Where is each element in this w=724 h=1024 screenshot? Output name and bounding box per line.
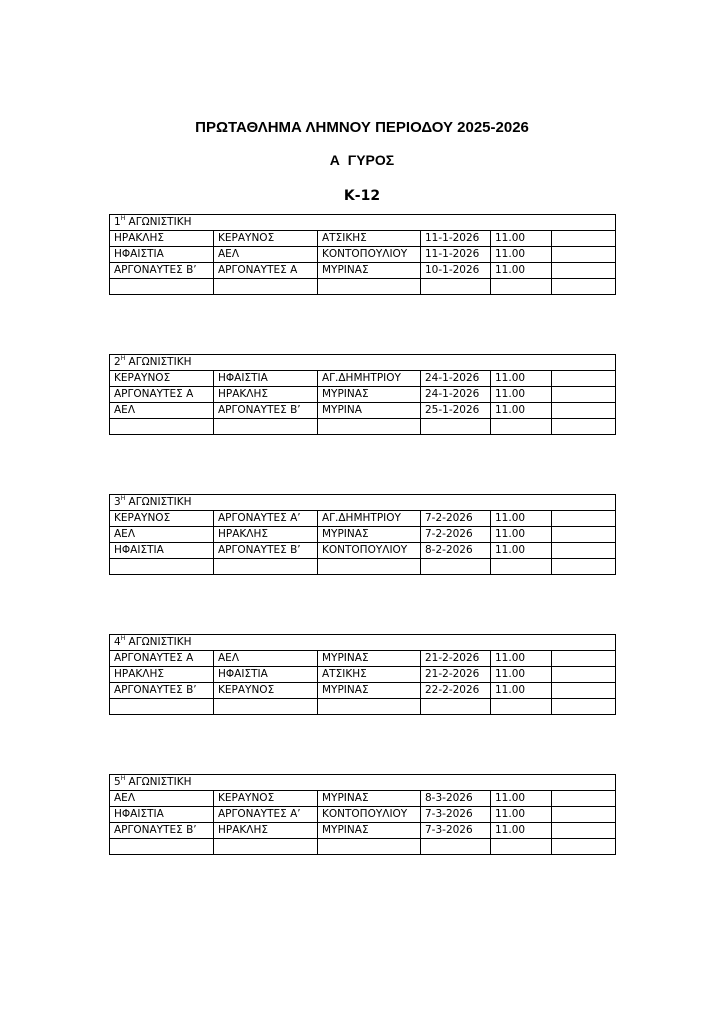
date-cell: 22-2-2026: [421, 683, 491, 699]
round-1-table: [109, 214, 616, 295]
away-team-cell: ΑΕΛ: [214, 247, 318, 263]
round-header-row: [110, 355, 616, 371]
time-cell: 11.00: [491, 263, 552, 279]
away-team-cell: ΗΦΑΙΣΤΙΑ: [214, 667, 318, 683]
round-ordinal-suffix: Η: [120, 635, 126, 642]
time-cell: 11.00: [491, 823, 552, 839]
table-row: [110, 371, 616, 387]
home-team-cell: ΗΡΑΚΛΗΣ: [110, 667, 214, 683]
venue-cell: [318, 699, 421, 715]
round-header: [110, 495, 616, 511]
notes-cell: [552, 543, 616, 559]
round-label: ΑΓΩΝΙΣΤΙΚΗ: [125, 636, 192, 648]
home-team-cell: ΑΡΓΟΝΑΥΤΕΣ Α: [110, 651, 214, 667]
time-cell: [491, 699, 552, 715]
date-cell: [421, 279, 491, 295]
venue-cell: [318, 419, 421, 435]
round-header-row: [110, 215, 616, 231]
date-cell: 8-3-2026: [421, 791, 491, 807]
notes-cell: [552, 387, 616, 403]
round-number: 3: [114, 496, 121, 508]
date-cell: 7-3-2026: [421, 807, 491, 823]
time-cell: 11.00: [491, 387, 552, 403]
notes-cell: [552, 559, 616, 575]
home-team-cell: ΑΕΛ: [110, 527, 214, 543]
away-team-cell: ΑΡΓΟΝΑΥΤΕΣ Β’: [214, 403, 318, 419]
table-row: [110, 667, 616, 683]
round-header-row: [110, 635, 616, 651]
home-team-cell: ΑΕΛ: [110, 791, 214, 807]
time-cell: [491, 419, 552, 435]
away-team-cell: ΚΕΡΑΥΝΟΣ: [214, 231, 318, 247]
notes-cell: [552, 527, 616, 543]
notes-cell: [552, 403, 616, 419]
round-header-row: [110, 775, 616, 791]
table-row: [110, 419, 616, 435]
venue-cell: ΜΥΡΙΝΑΣ: [318, 683, 421, 699]
away-team-cell: ΑΡΓΟΝΑΥΤΕΣ Α: [214, 263, 318, 279]
time-cell: [491, 279, 552, 295]
home-team-cell: [110, 839, 214, 855]
table-row: [110, 651, 616, 667]
time-cell: 11.00: [491, 247, 552, 263]
time-cell: 11.00: [491, 683, 552, 699]
time-cell: 11.00: [491, 667, 552, 683]
venue-cell: ΜΥΡΙΝΑΣ: [318, 651, 421, 667]
away-team-cell: [214, 699, 318, 715]
venue-cell: ΚΟΝΤΟΠΟΥΛΙΟΥ: [318, 543, 421, 559]
time-cell: 11.00: [491, 371, 552, 387]
table-row: [110, 543, 616, 559]
away-team-cell: ΗΡΑΚΛΗΣ: [214, 823, 318, 839]
round-5-table: [109, 774, 616, 855]
date-cell: 21-2-2026: [421, 651, 491, 667]
notes-cell: [552, 699, 616, 715]
round-header: [110, 355, 616, 371]
away-team-cell: ΑΡΓΟΝΑΥΤΕΣ Α’: [214, 807, 318, 823]
date-cell: 10-1-2026: [421, 263, 491, 279]
venue-cell: ΜΥΡΙΝΑ: [318, 403, 421, 419]
venue-cell: [318, 279, 421, 295]
table-row: [110, 403, 616, 419]
home-team-cell: ΗΡΑΚΛΗΣ: [110, 231, 214, 247]
table-row: [110, 823, 616, 839]
venue-cell: ΑΓ.ΔΗΜΗΤΡΙΟΥ: [318, 371, 421, 387]
date-cell: 24-1-2026: [421, 371, 491, 387]
round-4-table: [109, 634, 616, 715]
notes-cell: [552, 419, 616, 435]
table-row: [110, 247, 616, 263]
home-team-cell: ΑΡΓΟΝΑΥΤΕΣ Β’: [110, 263, 214, 279]
time-cell: 11.00: [491, 651, 552, 667]
notes-cell: [552, 667, 616, 683]
age-category-heading: Κ-12: [343, 188, 381, 204]
table-row: [110, 807, 616, 823]
round-header: [110, 775, 616, 791]
notes-cell: [552, 247, 616, 263]
venue-cell: ΜΥΡΙΝΑΣ: [318, 527, 421, 543]
notes-cell: [552, 807, 616, 823]
venue-cell: ΚΟΝΤΟΠΟΥΛΙΟΥ: [318, 807, 421, 823]
away-team-cell: [214, 279, 318, 295]
date-cell: [421, 839, 491, 855]
home-team-cell: ΚΕΡΑΥΝΟΣ: [110, 511, 214, 527]
date-cell: 7-2-2026: [421, 511, 491, 527]
date-cell: 7-2-2026: [421, 527, 491, 543]
table-row: [110, 387, 616, 403]
notes-cell: [552, 683, 616, 699]
notes-cell: [552, 263, 616, 279]
venue-cell: ΑΤΣΙΚΗΣ: [318, 231, 421, 247]
notes-cell: [552, 791, 616, 807]
date-cell: [421, 419, 491, 435]
notes-cell: [552, 279, 616, 295]
date-cell: 8-2-2026: [421, 543, 491, 559]
venue-cell: ΑΓ.ΔΗΜΗΤΡΙΟΥ: [318, 511, 421, 527]
notes-cell: [552, 231, 616, 247]
away-team-cell: [214, 839, 318, 855]
time-cell: 11.00: [491, 511, 552, 527]
round-ordinal-suffix: Η: [120, 775, 126, 782]
away-team-cell: ΗΡΑΚΛΗΣ: [214, 527, 318, 543]
round-header-row: [110, 495, 616, 511]
date-cell: 25-1-2026: [421, 403, 491, 419]
round-cycle-heading: Α ΓΥΡΟΣ: [329, 152, 395, 168]
notes-cell: [552, 839, 616, 855]
round-label: ΑΓΩΝΙΣΤΙΚΗ: [125, 216, 192, 228]
away-team-cell: ΚΕΡΑΥΝΟΣ: [214, 683, 318, 699]
page-title: ΠΡΩΤΑΘΛΗΜΑ ΛΗΜΝΟΥ ΠΕΡΙΟΔΟΥ 2025-2026: [195, 119, 529, 136]
away-team-cell: ΗΡΑΚΛΗΣ: [214, 387, 318, 403]
home-team-cell: ΑΡΓΟΝΑΥΤΕΣ Β’: [110, 683, 214, 699]
time-cell: 11.00: [491, 791, 552, 807]
home-team-cell: [110, 419, 214, 435]
home-team-cell: ΗΦΑΙΣΤΙΑ: [110, 543, 214, 559]
round-number: 5: [114, 776, 121, 788]
time-cell: 11.00: [491, 403, 552, 419]
home-team-cell: ΗΦΑΙΣΤΙΑ: [110, 807, 214, 823]
venue-cell: [318, 559, 421, 575]
round-ordinal-suffix: Η: [120, 355, 126, 362]
table-row: [110, 559, 616, 575]
time-cell: 11.00: [491, 231, 552, 247]
away-team-cell: [214, 559, 318, 575]
home-team-cell: [110, 699, 214, 715]
home-team-cell: [110, 279, 214, 295]
away-team-cell: ΑΡΓΟΝΑΥΤΕΣ Β’: [214, 543, 318, 559]
venue-cell: ΑΤΣΙΚΗΣ: [318, 667, 421, 683]
table-row: [110, 511, 616, 527]
away-team-cell: ΑΡΓΟΝΑΥΤΕΣ Α’: [214, 511, 318, 527]
date-cell: 11-1-2026: [421, 231, 491, 247]
notes-cell: [552, 823, 616, 839]
table-row: [110, 791, 616, 807]
home-team-cell: [110, 559, 214, 575]
home-team-cell: ΚΕΡΑΥΝΟΣ: [110, 371, 214, 387]
round-number: 1: [114, 216, 121, 228]
round-2-table: [109, 354, 616, 435]
venue-cell: ΚΟΝΤΟΠΟΥΛΙΟΥ: [318, 247, 421, 263]
venue-cell: [318, 839, 421, 855]
date-cell: 11-1-2026: [421, 247, 491, 263]
table-row: [110, 839, 616, 855]
table-row: [110, 683, 616, 699]
away-team-cell: ΚΕΡΑΥΝΟΣ: [214, 791, 318, 807]
round-number: 2: [114, 356, 121, 368]
date-cell: 24-1-2026: [421, 387, 491, 403]
round-label: ΑΓΩΝΙΣΤΙΚΗ: [125, 356, 192, 368]
round-3-table: [109, 494, 616, 575]
home-team-cell: ΑΡΓΟΝΑΥΤΕΣ Β’: [110, 823, 214, 839]
date-cell: [421, 559, 491, 575]
round-label: ΑΓΩΝΙΣΤΙΚΗ: [125, 496, 192, 508]
away-team-cell: ΑΕΛ: [214, 651, 318, 667]
date-cell: 21-2-2026: [421, 667, 491, 683]
venue-cell: ΜΥΡΙΝΑΣ: [318, 387, 421, 403]
home-team-cell: ΑΕΛ: [110, 403, 214, 419]
notes-cell: [552, 511, 616, 527]
table-row: [110, 527, 616, 543]
time-cell: 11.00: [491, 543, 552, 559]
round-ordinal-suffix: Η: [120, 215, 126, 222]
table-row: [110, 231, 616, 247]
round-header: [110, 635, 616, 651]
round-number: 4: [114, 636, 121, 648]
venue-cell: ΜΥΡΙΝΑΣ: [318, 791, 421, 807]
venue-cell: ΜΥΡΙΝΑΣ: [318, 823, 421, 839]
time-cell: [491, 559, 552, 575]
home-team-cell: ΑΡΓΟΝΑΥΤΕΣ Α: [110, 387, 214, 403]
time-cell: 11.00: [491, 807, 552, 823]
notes-cell: [552, 371, 616, 387]
time-cell: 11.00: [491, 527, 552, 543]
home-team-cell: ΗΦΑΙΣΤΙΑ: [110, 247, 214, 263]
date-cell: 7-3-2026: [421, 823, 491, 839]
table-row: [110, 699, 616, 715]
venue-cell: ΜΥΡΙΝΑΣ: [318, 263, 421, 279]
round-ordinal-suffix: Η: [120, 495, 126, 502]
date-cell: [421, 699, 491, 715]
notes-cell: [552, 651, 616, 667]
table-row: [110, 279, 616, 295]
table-row: [110, 263, 616, 279]
round-label: ΑΓΩΝΙΣΤΙΚΗ: [125, 776, 192, 788]
away-team-cell: ΗΦΑΙΣΤΙΑ: [214, 371, 318, 387]
round-header: [110, 215, 616, 231]
away-team-cell: [214, 419, 318, 435]
time-cell: [491, 839, 552, 855]
